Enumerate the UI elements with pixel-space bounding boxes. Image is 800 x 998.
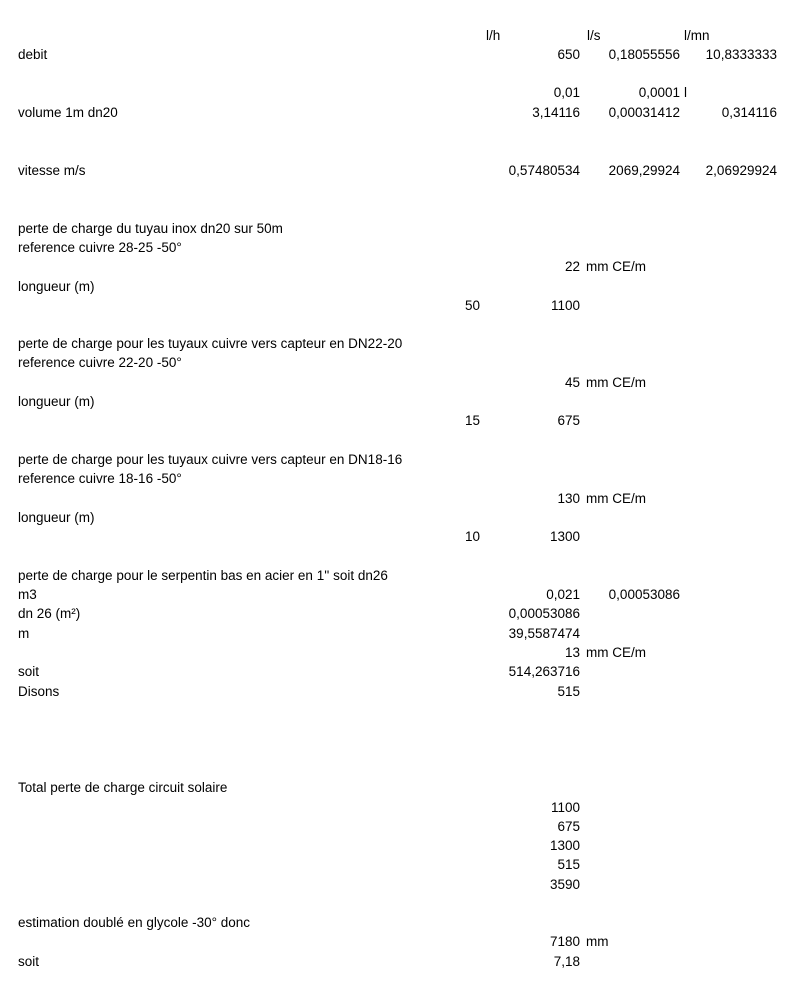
volume-b-unit: l [684, 85, 687, 100]
header-ls: l/s [587, 28, 601, 43]
glycol-soit-label: soit [18, 954, 40, 969]
total-item: 1300 [549, 838, 580, 853]
debit-ls: 0,18055556 [608, 47, 680, 62]
debit-lmn: 10,8333333 [705, 47, 777, 62]
vitesse-label: vitesse m/s [18, 163, 86, 178]
vitesse-v3: 2,06929924 [705, 163, 777, 178]
glycol-title: estimation doublé en glycole -30° donc [18, 915, 251, 930]
glycol-soit: 7,18 [553, 954, 580, 969]
inox-value: 22 [564, 259, 580, 274]
serpentin-dn26: 0,00053086 [508, 606, 580, 621]
inox-longueur: 50 [464, 298, 480, 313]
serpentin-value: 13 [564, 645, 580, 660]
serpentin-m3-label: m3 [18, 587, 37, 602]
cuivre18-ref: reference cuivre 18-16 -50° [18, 471, 182, 486]
cuivre18-result: 1300 [549, 529, 580, 544]
total-item: 675 [557, 819, 580, 834]
debit-label: debit [18, 47, 48, 62]
cuivre22-ref: reference cuivre 22-20 -50° [18, 355, 182, 370]
cuivre22-unit: mm CE/m [586, 375, 646, 390]
total-item: 1100 [550, 800, 580, 815]
total-title: Total perte de charge circuit solaire [18, 780, 228, 795]
cuivre18-unit: mm CE/m [586, 491, 646, 506]
serpentin-m3-v1: 0,021 [546, 587, 580, 602]
cuivre22-result: 675 [557, 413, 580, 428]
volume-a: 0,01 [553, 85, 580, 100]
debit-lh: 650 [557, 47, 580, 62]
serpentin-dn26-label: dn 26 (m²) [18, 606, 81, 621]
cuivre18-title: perte de charge pour les tuyaux cuivre vers capteur en DN18-16 [18, 452, 403, 467]
inox-result: 1100 [550, 298, 580, 313]
volume-b: 0,0001 [638, 85, 680, 100]
cuivre22-value: 45 [564, 375, 580, 390]
vitesse-v2: 2069,29924 [608, 163, 680, 178]
header-lh: l/h [486, 28, 501, 43]
cuivre22-title: perte de charge pour les tuyaux cuivre vers capteur en DN22-20 [18, 336, 403, 351]
glycol-unit: mm [586, 934, 609, 949]
serpentin-m3-v2: 0,00053086 [608, 587, 680, 602]
header-lmn: l/mn [684, 28, 710, 43]
serpentin-soit: 514,263716 [508, 664, 580, 679]
cuivre22-longueur-label: longueur (m) [18, 394, 95, 409]
total-item: 515 [557, 857, 580, 872]
inox-title: perte de charge du tuyau inox dn20 sur 50m [18, 221, 283, 236]
inox-unit: mm CE/m [586, 259, 646, 274]
cuivre18-value: 130 [557, 491, 580, 506]
total-sum: 3590 [549, 877, 580, 892]
cuivre18-longueur-label: longueur (m) [18, 510, 95, 525]
inox-longueur-label: longueur (m) [18, 279, 95, 294]
inox-ref: reference cuivre 28-25 -50° [18, 240, 182, 255]
glycol-value: 7180 [549, 934, 580, 949]
cuivre18-longueur: 10 [464, 529, 480, 544]
volume-label: volume 1m dn20 [18, 105, 118, 120]
serpentin-soit-label: soit [18, 664, 40, 679]
serpentin-disons-label: Disons [18, 684, 60, 699]
volume-v2: 0,00031412 [608, 105, 680, 120]
serpentin-m: 39,5587474 [508, 626, 580, 641]
vitesse-v1: 0,57480534 [508, 163, 580, 178]
serpentin-m-label: m [18, 626, 30, 641]
serpentin-disons: 515 [557, 684, 580, 699]
volume-v3: 0,314116 [721, 105, 777, 120]
cuivre22-longueur: 15 [464, 413, 480, 428]
serpentin-title: perte de charge pour le serpentin bas en acier en 1'' soit dn26 [18, 568, 388, 583]
serpentin-unit: mm CE/m [586, 645, 646, 660]
volume-v1: 3,14116 [532, 105, 580, 120]
